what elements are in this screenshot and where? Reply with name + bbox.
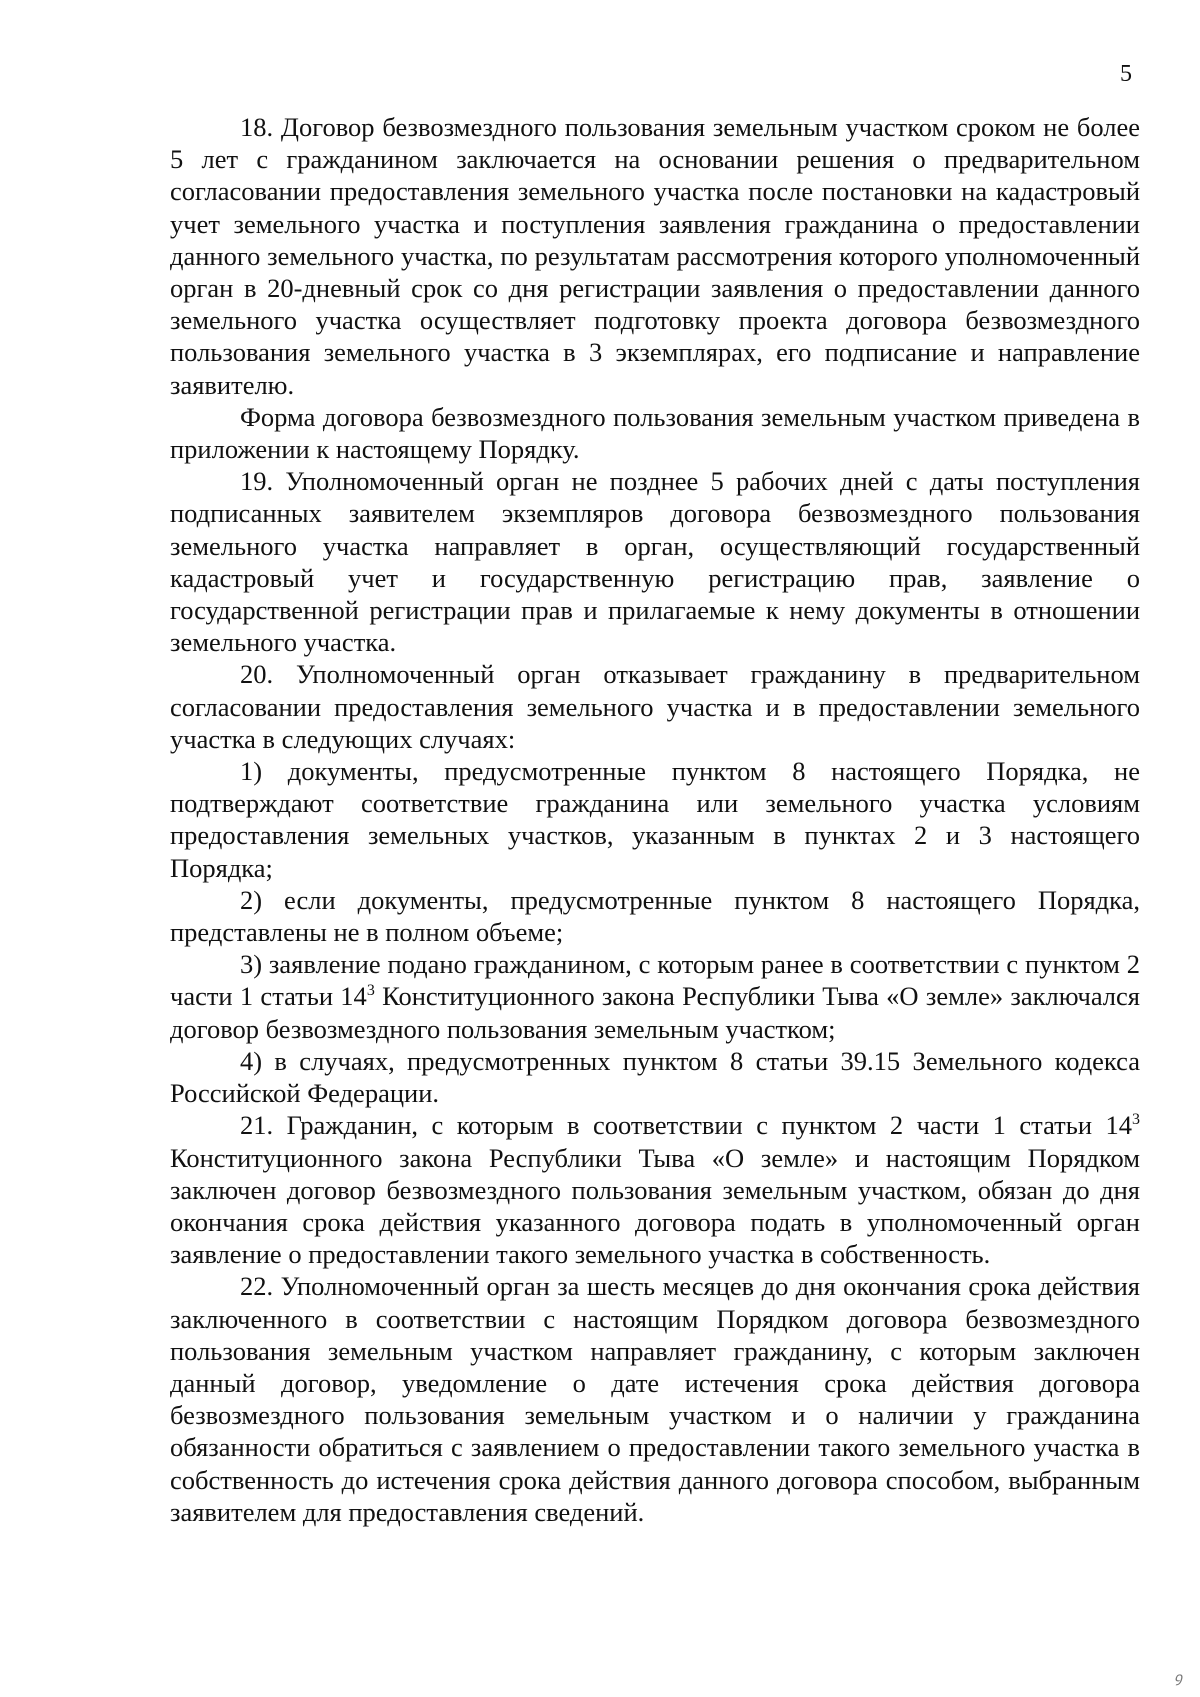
document-body: [170, 111, 1140, 1528]
text-after-sup: Конституционного закона Республики Тыва «О земле» и настоящим Порядком заключен договор безвозмездного пользования земельным участком, обязан до дня окончания срока действия указанного договора подать в уполномоченный орган заявление о предоставлении такого земельного участка в собственность.: [170, 1142, 1140, 1270]
corner-scan-mark: ꝯ: [1174, 1671, 1183, 1686]
superscript: 3: [1132, 1111, 1140, 1129]
superscript: 3: [366, 982, 375, 1000]
paragraph-20-item-4: 4) в случаях, предусмотренных пунктом 8 статьи 39.15 Земельного кодекса Российской Федерации.: [170, 1045, 1140, 1109]
paragraph-22: 22. Уполномоченный орган за шесть месяцев до дня окончания срока действия заключенного в соответствии с настоящим Порядком договора безвозмездного пользования земельным участком направляет гражданину, с которым заключен данный договор, уведомление о дате истечения срока действия договора безвозмездного пользования земельным участком и о наличии у гражданина обязанности обратиться с заявлением о предоставлении такого земельного участка в собственность до истечения срока действия данного договора способом, выбранным заявителем для предоставления сведений.: [170, 1271, 1140, 1527]
paragraph-20: 20. Уполномоченный орган отказывает гражданину в предварительном согласовании предоставления земельного участка и в предоставлении земельного участка в следующих случаях:: [170, 659, 1140, 754]
paragraph-21: [170, 1109, 1140, 1270]
paragraph-20-item-1: 1) документы, предусмотренные пунктом 8 настоящего Порядка, не подтверждают соответствие гражданина или земельного участка условиям предоставления земельных участков, указанным в пунктах 2 и 3 настоящего Порядка;: [170, 756, 1140, 883]
paragraph-20-item-3: [170, 948, 1140, 1045]
text-before-sup: 3) заявление подано гражданином, с которым ранее в соответствии с пунктом 2 части 1 статьи 14: [170, 949, 1140, 1012]
paragraph-19: 19. Уполномоченный орган не позднее 5 рабочих дней с даты поступления подписанных заявителем экземпляров договора безвозмездного пользования земельного участка направляет в орган, осуществляющий государственный кадастровый учет и государственную регистрацию прав, заявление о государственной регистрации прав и прилагаемые к нему документы в отношении земельного участка.: [170, 466, 1140, 658]
paragraph-18: 18. Договор безвозмездного пользования земельным участком сроком не более 5 лет с гражданином заключается на основании решения о предварительном согласовании предоставления земельного участка после постановки на кадастровый учет земельного участка и поступления заявления гражданина о предоставлении данного земельного участка, по результатам рассмотрения которого уполномоченный орган в 20-дневный срок со дня регистрации заявления о предоставлении данного земельного участка осуществляет подготовку проекта договора безвозмездного пользования земельного участка в 3 экземплярах, его подписание и направление заявителю.: [170, 112, 1140, 400]
paragraph-18-form: Форма договора безвозмездного пользования земельным участком приведена в приложении к настоящему Порядку.: [170, 401, 1140, 465]
text-before-sup: 21. Гражданин, с которым в соответствии с пунктом 2 части 1 статьи 14: [240, 1110, 1132, 1141]
page-number: 5: [1120, 61, 1132, 87]
paragraph-20-item-2: 2) если документы, предусмотренные пунктом 8 настоящего Порядка, представлены не в полном объеме;: [170, 884, 1140, 948]
text-after-sup: Конституционного закона Республики Тыва «О земле» заключался договор безвозмездного пользования земельным участком;: [170, 981, 1140, 1044]
